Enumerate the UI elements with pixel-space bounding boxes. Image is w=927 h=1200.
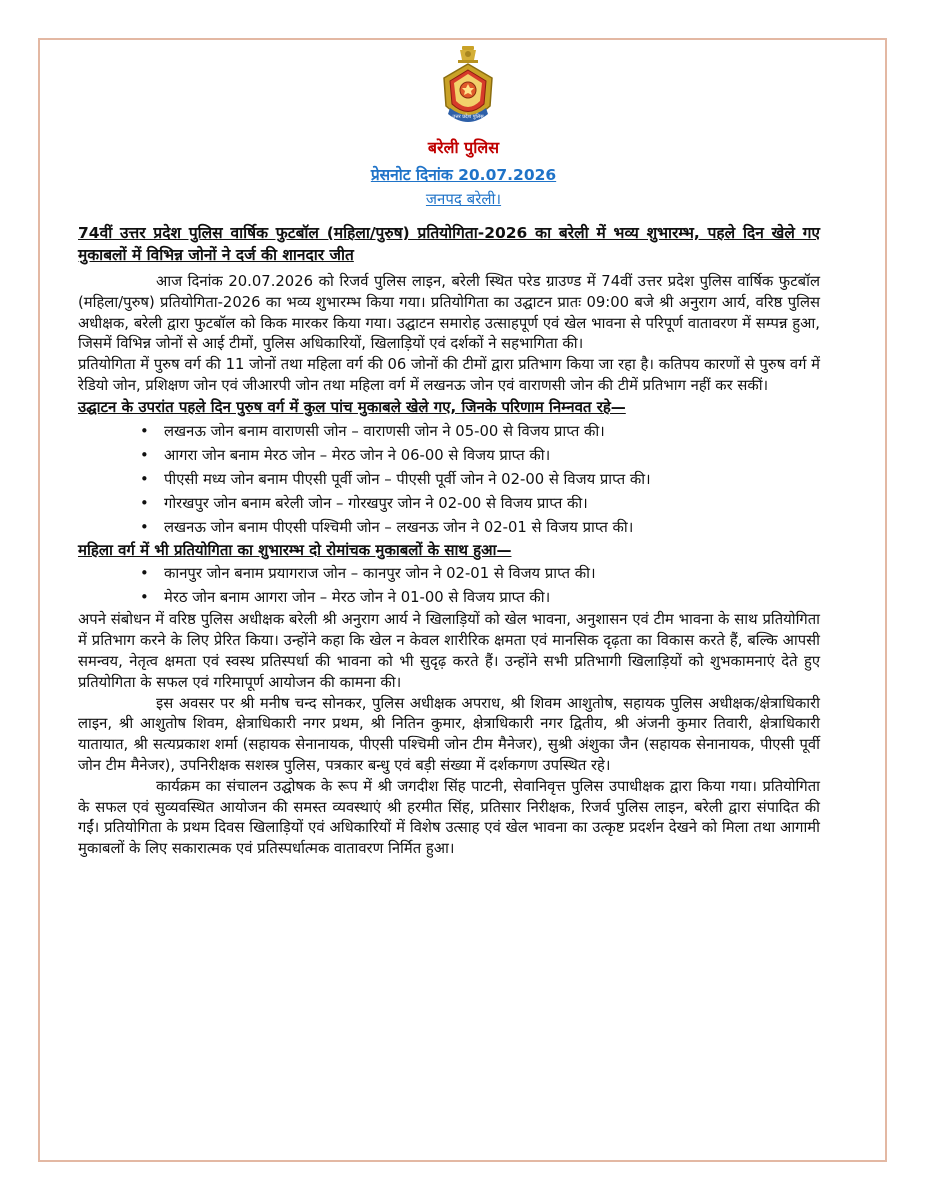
bullet-icon: • bbox=[140, 470, 149, 488]
result-text: मेरठ जोन बनाम आगरा जोन – मेरठ जोन ने 01-00 से विजय प्राप्त की। bbox=[164, 589, 551, 607]
bullet-icon: • bbox=[140, 518, 149, 536]
bullet-icon: • bbox=[140, 565, 149, 583]
result-text: आगरा जोन बनाम मेरठ जोन – मेरठ जोन ने 06-00 से विजय प्राप्त की। bbox=[164, 446, 551, 464]
bullet-icon: • bbox=[140, 589, 149, 607]
press-note-date: प्रेसनोट दिनांक 20.07.2026 bbox=[370, 166, 557, 184]
bullet-icon: • bbox=[140, 422, 149, 440]
result-text: कानपुर जोन बनाम प्रयागराज जोन – कानपुर जोन ने 02-01 से विजय प्राप्त की। bbox=[164, 565, 596, 583]
paragraph-attendees: इस अवसर पर श्री मनीष चन्द सोनकर, पुलिस अधीक्षक अपराध, श्री शिवम आशुतोष, सहायक पुलिस अधीक्षक/क्षेत्राधिकारी लाइन, श्री आशुतोष शिवम, क्षेत्राधिकारी नगर प्रथम, श्री नितिन कुमार, क्षेत्राधिकारी नगर द्वितीय, श्री अंजनी कुमार तिवारी, क्षेत्राधिकारी यातायात, श्री सत्यप्रकाश शर्मा (सहायक सेनानायक, पीएसी पश्चिमी जोन टीम मैनेजर), सुश्री अंशुका जैन (सहायक सेनानायक, पीएसी पूर्वी जोन टीम मैनेजर), उपनिरीक्षक सशस्त्र पुलिस, पत्रकार बन्धु एवं बड़ी संख्या में दर्शकगण उपस्थित रहे। bbox=[78, 694, 820, 774]
result-text: लखनऊ जोन बनाम वाराणसी जोन – वाराणसी जोन ने 05-00 से विजय प्राप्त की। bbox=[164, 422, 605, 440]
bullet-icon: • bbox=[140, 446, 149, 464]
up-police-emblem-icon bbox=[436, 44, 500, 128]
result-text: गोरखपुर जोन बनाम बरेली जोन – गोरखपुर जोन ने 02-00 से विजय प्राप्त की। bbox=[164, 494, 588, 512]
women-results-list bbox=[78, 562, 820, 610]
result-text: पीएसी मध्य जोन बनाम पीएसी पूर्वी जोन – पीएसी पूर्वी जोन ने 02-00 से विजय प्राप्त की। bbox=[164, 470, 651, 488]
list-item bbox=[78, 516, 820, 540]
paragraph-participation: प्रतियोगिता में पुरुष वर्ग की 11 जोनों तथा महिला वर्ग की 06 जोनों की टीमों द्वारा प्रतिभाग किया जा रहा है। कतिपय कारणों से पुरुष वर्ग में रेडियो जोन, प्रशिक्षण जोन एवं जीआरपी जोन तथा महिला वर्ग में लखनऊ जोन एवं वाराणसी जोन की टीमें प्रतिभाग नहीं कर सकीं। bbox=[78, 356, 820, 394]
result-text: लखनऊ जोन बनाम पीएसी पश्चिमी जोन – लखनऊ जोन ने 02-01 से विजय प्राप्त की। bbox=[164, 518, 634, 536]
list-item bbox=[78, 562, 820, 586]
list-item bbox=[78, 492, 820, 516]
men-results-list bbox=[78, 420, 820, 540]
headline: 74वीं उत्तर प्रदेश पुलिस वार्षिक फुटबॉल (महिला/पुरुष) प्रतियोगिता-2026 का बरेली में भव्य शुभारम्भ, पहले दिन खेले गए मुकाबलों में विभिन्न जोनों ने दर्ज की शानदार जीत bbox=[78, 224, 820, 264]
men-results-heading: उद्घाटन के उपरांत पहले दिन पुरुष वर्ग में कुल पांच मुकाबले खेले गए, जिनके परिणाम निम्नवत रहे— bbox=[78, 397, 626, 416]
women-results-heading: महिला वर्ग में भी प्रतियोगिता का शुभारम्भ दो रोमांचक मुकाबलों के साथ हुआ— bbox=[78, 540, 512, 559]
bullet-icon: • bbox=[140, 494, 149, 512]
list-item bbox=[78, 468, 820, 492]
list-item bbox=[78, 444, 820, 468]
svg-text:उत्तर प्रदेश पुलिस: उत्तर प्रदेश पुलिस bbox=[452, 114, 484, 120]
district-name: जनपद बरेली। bbox=[425, 190, 502, 208]
paragraph-address: अपने संबोधन में वरिष्ठ पुलिस अधीक्षक बरेली श्री अनुराग आर्य ने खिलाड़ियों को खेल भावना, अनुशासन एवं टीम भावना के साथ प्रतियोगिता में प्रतिभाग करने के लिए प्रेरित किया। उन्होंने कहा कि खेल न केवल शारीरिक क्षमता एवं मानसिक दृढ़ता का विकास करते हैं, बल्कि आपसी समन्वय, नेतृत्व क्षमता एवं स्वस्थ प्रतिस्पर्धा की भावना को भी सुदृढ़ करते हैं। उन्होंने सभी प्रतिभागी खिलाड़ियों को शुभकामनाएं देते हुए प्रतियोगिता के सफल एवं गरिमापूर्ण आयोजन की कामना की। bbox=[78, 611, 820, 691]
document-body bbox=[78, 222, 820, 860]
paragraph-opening: आज दिनांक 20.07.2026 को रिजर्व पुलिस लाइन, बरेली स्थित परेड ग्राउण्ड में 74वीं उत्तर प्रदेश पुलिस वार्षिक फुटबॉल (महिला/पुरुष) प्रतियोगिता-2026 का भव्य शुभारम्भ किया गया। प्रतियोगिता का उद्घाटन प्रातः 09:00 बजे श्री अनुराग आर्य, वरिष्ठ पुलिस अधीक्षक, बरेली द्वारा फुटबॉल को किक मारकर किया गया। उद्घाटन समारोह उत्साहपूर्ण एवं खेल भावना से परिपूर्ण वातावरण में सम्पन्न हुआ, जिसमें विभिन्न जोनों से आई टीमों, पुलिस अधिकारियों, खिलाड़ियों एवं दर्शकों ने सहभागिता की। bbox=[78, 273, 820, 353]
org-name: बरेली पुलिस bbox=[427, 138, 500, 157]
list-item bbox=[78, 586, 820, 610]
list-item bbox=[78, 420, 820, 444]
paragraph-conduct: कार्यक्रम का संचालन उद्घोषक के रूप में श्री जगदीश सिंह पाटनी, सेवानिवृत्त पुलिस उपाधीक्षक द्वारा किया गया। प्रतियोगिता के सफल एवं सुव्यवस्थित आयोजन की समस्त व्यवस्थाएं श्री हरमीत सिंह, प्रतिसार निरीक्षक, रिजर्व पुलिस लाइन, बरेली द्वारा संपादित की गईं। प्रतियोगिता के प्रथम दिवस खिलाड़ियों एवं अधिकारियों में विशेष उत्साह एवं खेल भावना का उत्कृष्ट प्रदर्शन देखने को मिला तथा आगामी मुकाबलों के लिए सकारात्मक एवं प्रतिस्पर्धात्मक वातावरण निर्मित हुआ। bbox=[78, 777, 820, 858]
